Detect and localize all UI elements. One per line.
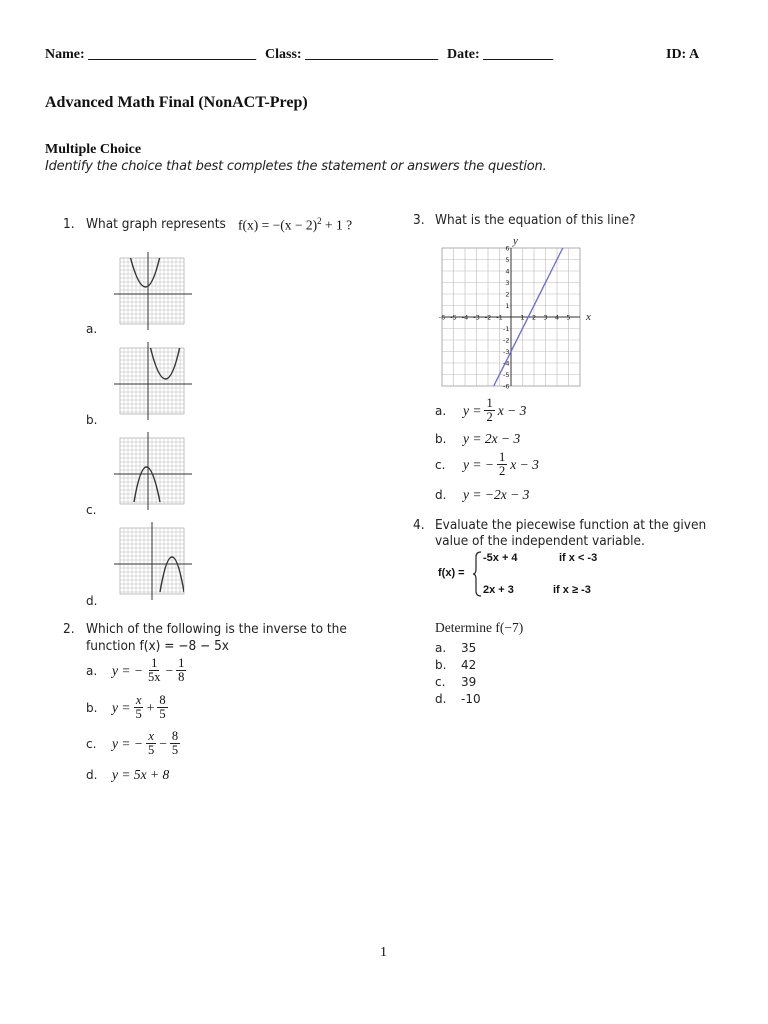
- q4-option-a[interactable]: a. 35: [435, 641, 477, 655]
- section-instructions: Identify the choice that best completes the statement or answers the question.: [45, 159, 547, 174]
- y-tick-label: -4: [503, 359, 510, 368]
- y-axis-label: y: [513, 235, 518, 247]
- q4-option-b[interactable]: b. 42: [435, 658, 477, 672]
- q3-option-b[interactable]: b. y = 2x − 3: [435, 431, 521, 446]
- y-tick-label: -6: [503, 382, 510, 390]
- parabola-curve: [130, 256, 160, 287]
- y-tick-label: 5: [505, 255, 510, 264]
- q2-option-d[interactable]: d. y = 5x + 8: [86, 767, 170, 782]
- q2-option-a[interactable]: a. y = − $\frac{1}{5x}$ − $\frac{1}{8}$: [86, 656, 185, 685]
- x-tick-label: -4: [461, 313, 469, 322]
- q2-text: Which of the following is the inverse to the: [86, 621, 347, 637]
- date-label: Date: __________: [447, 47, 554, 62]
- page-title: Advanced Math Final (NonACT-Prep): [45, 94, 308, 111]
- q3-number: 3.: [413, 212, 425, 228]
- q1-graphs: [112, 244, 202, 604]
- q2-option-c[interactable]: c. y = − $\frac{x}{5}$ − $\frac{8}{5}$: [86, 729, 179, 758]
- x-tick-label: 4: [554, 313, 560, 322]
- y-tick-label: -2: [503, 336, 510, 345]
- q3-option-a[interactable]: a. y = $\frac{1}{2}$ x − 3: [435, 396, 527, 425]
- x-tick-label: 5: [566, 313, 571, 322]
- q1-text: What graph represents: [86, 216, 226, 232]
- y-tick-label: 3: [505, 278, 510, 287]
- q1-option-d[interactable]: d.: [86, 594, 98, 608]
- q2-text-2: function f(x) = −8 − 5x: [86, 638, 229, 654]
- x-tick-label: 2: [531, 313, 537, 322]
- name-blank: ________________________: [88, 47, 257, 62]
- q2-number: 2.: [63, 621, 75, 637]
- q3-option-d[interactable]: d. y = −2x − 3: [435, 487, 530, 502]
- y-tick-label: 2: [505, 290, 510, 299]
- q1-graph-a: [114, 252, 192, 330]
- x-tick-label: 1: [520, 313, 525, 322]
- y-tick-label: -3: [503, 347, 510, 356]
- q1-number: 1.: [63, 216, 75, 232]
- q1-graph-d: [114, 522, 192, 600]
- y-tick-label: 1: [505, 301, 510, 310]
- x-tick-label: -1: [496, 313, 503, 322]
- y-tick-label: 4: [505, 267, 510, 276]
- piecewise-function: f(x) = -5x + 4 if x < -3 2x + 3 if x ≥ -3: [438, 552, 598, 596]
- class-blank: ___________________: [305, 47, 439, 62]
- x-tick-label: -2: [484, 313, 492, 322]
- q4-option-c[interactable]: c. 39: [435, 675, 477, 689]
- brace-icon: [473, 551, 483, 597]
- x-tick-label: -5: [450, 313, 457, 322]
- q3-text: What is the equation of this line?: [435, 212, 636, 228]
- q2-option-b[interactable]: b. y = $\frac{x}{5}$ + $\frac{8}{5}$: [86, 693, 166, 722]
- id-label: ID: A: [666, 47, 700, 62]
- x-axis-label: x: [586, 311, 591, 323]
- q1-option-c[interactable]: c.: [86, 503, 97, 517]
- y-tick-label: -5: [503, 370, 510, 379]
- x-tick-label: -3: [473, 313, 480, 322]
- y-tick-label: 6: [505, 244, 510, 253]
- date-blank: __________: [483, 47, 554, 62]
- q1-option-b[interactable]: b.: [86, 413, 98, 427]
- q4-number: 4.: [413, 517, 425, 533]
- q1-graph-c: [114, 432, 192, 510]
- x-tick-label: 3: [543, 313, 548, 322]
- q1-expression: $f(x) = -(x - 2)^2 + 1$ ?: [238, 216, 353, 233]
- q4-text-2: value of the independent variable.: [435, 533, 645, 549]
- q4-determine: Determine f(−7): [435, 620, 524, 635]
- section-heading: Multiple Choice: [45, 142, 142, 157]
- page-number: 1: [380, 945, 387, 960]
- x-tick-label: -6: [438, 313, 446, 322]
- parabola-curve: [150, 346, 180, 379]
- q1-graph-b: [114, 342, 192, 420]
- q3-option-c[interactable]: c. y = − $\frac{1}{2}$ x − 3: [435, 450, 539, 479]
- y-tick-label: -1: [503, 324, 510, 333]
- q3-graph: [432, 230, 602, 390]
- q4-option-d[interactable]: d. -10: [435, 692, 481, 706]
- q4-text: Evaluate the piecewise function at the given: [435, 517, 707, 533]
- class-label: Class: ___________________: [265, 47, 439, 62]
- q1-option-a[interactable]: a.: [86, 322, 98, 336]
- name-label: Name: ________________________: [45, 47, 257, 62]
